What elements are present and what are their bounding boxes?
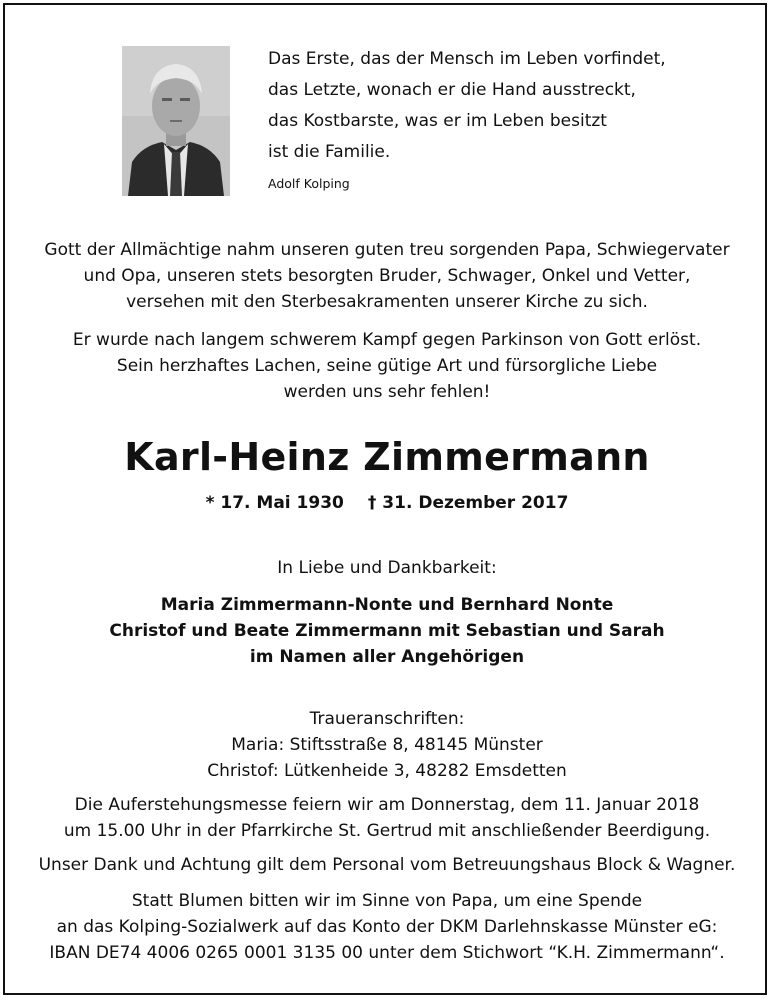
donation-request [10, 888, 764, 966]
quote-line: Das Erste, das der Mensch im Leben vorfindet, [268, 49, 666, 69]
donation-line: Statt Blumen bitten wir im Sinne von Papa, um eine Spende [131, 891, 643, 911]
portrait-photo-icon [122, 46, 230, 196]
address-line: Christof: Lütkenheide 3, 48282 Emsdetten [207, 761, 567, 781]
intro-line: Gott der Allmächtige nahm unseren guten treu sorgenden Papa, Schwiegervater [44, 240, 730, 260]
quote-line: das Kostbarste, was er im Leben besitzt [268, 111, 607, 131]
address-line: Maria: Stiftsstraße 8, 48145 Münster [231, 735, 543, 755]
intro-line: und Opa, unseren stets besorgten Bruder, Schwager, Onkel und Vetter, [83, 266, 691, 286]
illness-paragraph [10, 327, 764, 405]
life-dates [10, 489, 764, 517]
address-heading: Traueranschriften: [309, 709, 465, 729]
illness-line: Sein herzhaftes Lachen, seine gütige Art und fürsorgliche Liebe [116, 356, 658, 376]
love-gratitude [10, 555, 764, 581]
funeral-mass [10, 792, 764, 844]
mass-line: um 15.00 Uhr in der Pfarrkirche St. Gertrud mit anschließender Beerdigung. [63, 821, 711, 841]
intro-paragraph [10, 237, 764, 315]
kolping-quote [268, 44, 688, 191]
death-date: † 31. Dezember 2017 [367, 493, 569, 513]
mourner-line: Maria Zimmermann-Nonte und Bernhard Nonte [160, 595, 614, 615]
mourner-line: Christof und Beate Zimmermann mit Sebastian und Sarah [109, 621, 665, 641]
mourner-line: im Namen aller Angehörigen [249, 647, 525, 667]
birth-date: * 17. Mai 1930 [205, 493, 344, 513]
thanks-line: Unser Dank und Achtung gilt dem Personal vom Betreuungshaus Block & Wagner. [38, 855, 736, 875]
mourning-addresses [10, 706, 764, 784]
deceased-name: Karl-Heinz Zimmermann [124, 435, 650, 479]
illness-line: Er wurde nach langem schwerem Kampf gegen Parkinson von Gott erlöst. [72, 330, 702, 350]
intro-line: versehen mit den Sterbesakramenten unserer Kirche zu sich. [126, 292, 648, 312]
love-line: In Liebe und Dankbarkeit: [277, 558, 497, 578]
quote-author: Adolf Kolping [268, 176, 350, 191]
donation-line: IBAN DE74 4006 0265 0001 3135 00 unter dem Stichwort “K.H. Zimmermann“. [49, 943, 725, 963]
portrait-photo [122, 46, 230, 196]
illness-line: werden uns sehr fehlen! [283, 382, 491, 402]
mass-line: Die Auferstehungsmesse feiern wir am Donnerstag, dem 11. Januar 2018 [74, 795, 700, 815]
donation-line: an das Kolping-Sozialwerk auf das Konto der DKM Darlehnskasse Münster eG: [56, 917, 718, 937]
thanks-note [10, 852, 764, 878]
quote-line: das Letzte, wonach er die Hand ausstreckt, [268, 80, 636, 100]
mourners-list [10, 592, 764, 670]
quote-line: ist die Familie. [268, 142, 391, 162]
